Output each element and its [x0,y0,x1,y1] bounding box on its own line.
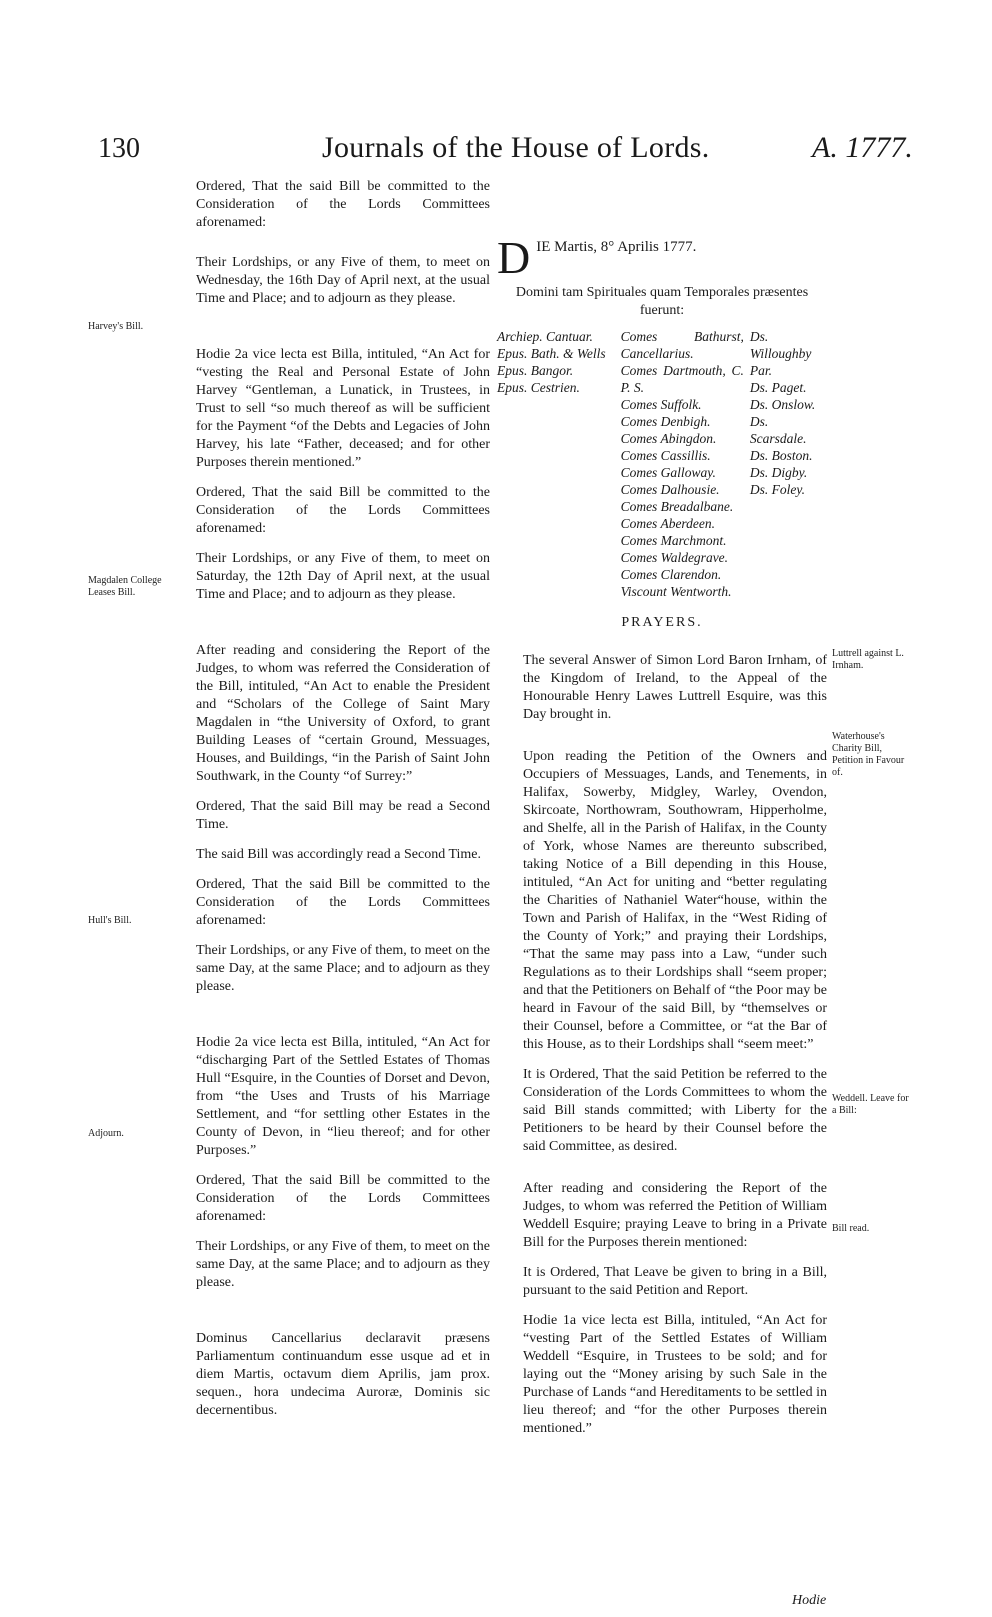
lord-name: Comes Denbigh. [620,414,711,429]
lord-name: Epus. Bath. & Wells [497,346,606,361]
lord-name: Ds. Paget. [749,380,807,395]
paragraph: It is Ordered, That the said Petition be referred to the Consideration of the Lords Committees to whom the said Bill stands committed; with Liberty for the Petitioners to be heard by their Counsel before the said Committee, as desired. [523,1067,827,1154]
lord-name: Comes Cassillis. [620,448,711,463]
margin-note-luttrell: Luttrell against L. Irnham. [832,648,904,671]
lord-name: Comes Galloway. [620,465,716,480]
page-number: 130 [98,133,140,164]
paragraph: Upon reading the Petition of the Owners and Occupiers of Messuages, Lands, and Tenements, in Halifax, Sowerby, Midgley, Warley, Ovendon, Skircoate, Northowram, Southowram, Hipperholme, and Shelfe, all in the Parish of Halifax, in the County of York, whose Names are thereunto subscribed, taking Notice of a Bill depending in this House, intituled, “An Act for uniting and “better regulating the Charities of Nathaniel Water“house, within the Town and Parish of Halifax, in the “West Riding of the County of York;” and praying their Lordships, “That the same may pass into a Law, “under such Regulations as to their Lordships shall “seem proper; and that the Petitioners on Behalf of “the Poor may be heard in Favour of the said Bill, by “themselves or their Counsel, before a Committee, or “at the Bar of this House, as to their Lordships shall “seem meet:” [523,749,827,1052]
margin-note-hull: Hull's Bill. [88,915,132,926]
paragraph: Dominus Cancellarius declaravit præsens Parliamentum continuandum esse usque ad et in diem Martis, octavum diem Aprilis, jam prox. sequen., hora undecima Auroræ, Dominis sic decernentibus. [196,1331,490,1418]
journal-year: A. 1777. [812,131,913,164]
margin-note-harvey: Harvey's Bill. [88,321,144,332]
lord-name: Comes Suffolk. [620,397,702,412]
lord-name: Ds. Onslow. [749,397,816,412]
lords-column-earls [621,328,744,600]
lord-name: Comes Clarendon. [620,567,722,582]
lord-name: Ds. Scarsdale. [749,414,807,446]
left-column [170,178,490,1432]
lord-name: Archiep. Cantuar. [497,329,593,344]
lord-name: Ds. Foley. [749,482,806,497]
dropcap: D [497,236,531,278]
sitting-heading: IE Martis, 8° Aprilis 1777. [536,239,697,255]
paragraph: After reading and considering the Report of the Judges, to whom was referred the Consideration of the Bill, intituled, “An Act to enable the President and “Scholars of the College of Saint Mary Magdalen in “the University of Oxford, to grant Building Leases of “certain Ground, Messuages, Houses, and Buildings, “in the Parish of Saint John Southwark, in the County “of Surrey:” [196,643,490,784]
lord-name: Comes Waldegrave. [620,550,729,565]
paragraph: Hodie 1a vice lecta est Billa, intituled, “An Act for “vesting Part of the Settled Estates of William Weddell “Esquire, in Trustees to be sold; and for laying out the “Money arising by such Sale in the Purchase of Lands “and Hereditaments to be settled in lieu thereof; and “for the other Purposes therein mentioned.” [523,1313,828,1436]
paragraph: Hodie 2a vice lecta est Billa, intituled, “An Act for “vesting the Real and Personal Estate of John Harvey “Gentleman, a Lunatick, in Trustees, in Trust to sell “so much thereof as will be sufficient for the Payment “of the Debts and Legacies of John Harvey, his late “Father, deceased; and for other Purposes therein mentioned.” [196,347,490,470]
lord-name: Epus. Cestrien. [497,380,580,395]
catchword: Hodie [792,1593,827,1608]
margin-note-magdalen: Magdalen College Leases Bill. [88,575,162,598]
lord-name: Comes Bathurst, Cancellarius. [620,329,744,361]
paragraph: The several Answer of Simon Lord Baron Irnham, of the Kingdom of Ireland, to the Appeal of the Honourable Henry Lawes Luttrell Esquire, was this Day brought in. [523,653,827,722]
lords-column-barons [750,328,827,600]
paragraph: Ordered, That the said Bill may be read a Second Time. [196,799,490,832]
paragraph: Ordered, That the said Bill be committed to the Consideration of the Lords Committees aforenamed: [196,1173,490,1224]
right-column [497,236,827,1450]
lord-name: Viscount Wentworth. [620,584,732,599]
lord-name: Ds. Boston. [749,448,813,463]
margin-note-adjourn: Adjourn. [88,1128,124,1139]
lord-name: Comes Dartmouth, C. P. S. [620,363,744,395]
paragraph: Hodie 2a vice lecta est Billa, intituled, “An Act for “discharging Part of the Settled Estates of Thomas Hull “Esquire, in the Counties of Dorset and Devon, from “the Uses and Trusts of his Marriage Settlement, and “for settling other Estates in the County of Devon, in “lieu thereof; and for other Purposes.” [196,1035,490,1158]
margin-note-weddell: Weddell. Leave for a Bill: [832,1093,909,1116]
lord-name: Ds. Willoughby Par. [749,329,812,378]
paragraph: Ordered, That the said Bill be committed to the Consideration of the Lords Committees aforenamed: [196,179,490,230]
paragraph: Their Lordships, or any Five of them, to meet on Wednesday, the 16th Day of April next, at the usual Time and Place; and to adjourn as they please. [196,255,490,306]
lord-name: Comes Marchmont. [620,533,727,548]
lord-name: Comes Aberdeen. [620,516,716,531]
paragraph: Their Lordships, or any Five of them, to meet on Saturday, the 12th Day of April next, at the usual Time and Place; and to adjourn as they please. [196,551,490,602]
lord-name: Comes Abingdon. [620,431,717,446]
paragraph: Ordered, That the said Bill be committed to the Consideration of the Lords Committees aforenamed: [196,485,490,536]
paragraph: Their Lordships, or any Five of them, to meet on the same Day, at the same Place; and to adjourn as they please. [196,1239,490,1290]
journal-title: Journals of the House of Lords. [322,131,710,164]
lord-name: Ds. Digby. [749,465,808,480]
lord-name: Comes Dalhousie. [620,482,720,497]
lords-present-list [497,328,827,600]
paragraph: Their Lordships, or any Five of them, to meet on the same Day, at the same Place; and to adjourn as they please. [196,943,490,994]
lord-name: Epus. Bangor. [497,363,574,378]
lord-name: Comes Breadalbane. [620,499,734,514]
paragraph: The said Bill was accordingly read a Second Time. [196,847,481,862]
paragraph: Ordered, That the said Bill be committed to the Consideration of the Lords Committees aforenamed: [196,877,490,928]
lords-column-spiritual [497,328,615,600]
present-line: Domini tam Spirituales quam Temporales præsentes fuerunt: [515,285,809,318]
margin-note-waterhouse: Waterhouse's Charity Bill, Petition in Favour of. [832,731,905,778]
paragraph: It is Ordered, That Leave be given to bring in a Bill, pursuant to the said Petition and Report. [523,1265,827,1298]
prayers-heading: PRAYERS. [621,615,703,630]
paragraph: After reading and considering the Report of the Judges, to whom was referred the Petition of William Weddell Esquire; praying Leave to bring in a Private Bill for the Purposes therein mentioned: [523,1181,827,1250]
margin-note-bill-read: Bill read. [832,1223,870,1234]
